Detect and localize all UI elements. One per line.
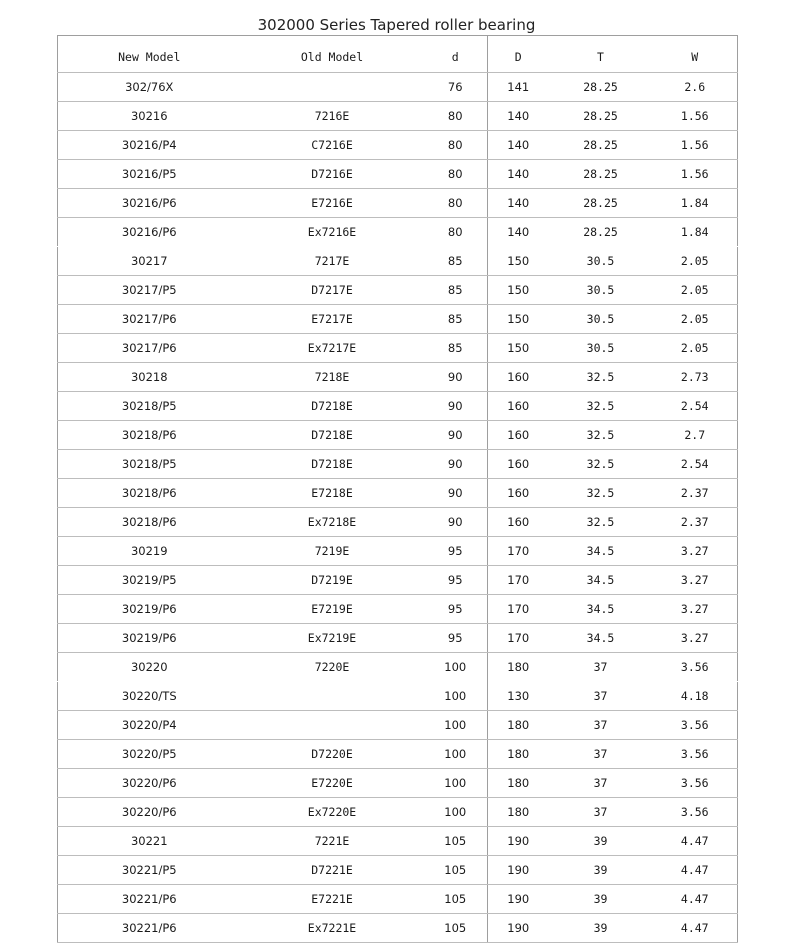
d-cell: 95 bbox=[424, 537, 488, 566]
new-model-cell: 30218/P5 bbox=[58, 392, 241, 421]
old-model-cell: E7219E bbox=[241, 595, 424, 624]
T-cell: 39 bbox=[549, 885, 653, 914]
W-cell: 1.56 bbox=[653, 102, 738, 131]
T-cell: 28.25 bbox=[583, 225, 618, 239]
table-body bbox=[58, 73, 738, 943]
table-row bbox=[58, 73, 738, 102]
T-cell: 37 bbox=[549, 769, 653, 798]
d-cell: 85 bbox=[424, 276, 488, 305]
new-model-cell: 30220/P5 bbox=[58, 740, 241, 769]
D-cell: 160 bbox=[488, 421, 549, 450]
T-cell: 30.5 bbox=[549, 305, 653, 334]
table-row bbox=[58, 421, 738, 450]
new-model-cell: 30217/P5 bbox=[58, 276, 241, 305]
table-row bbox=[58, 711, 738, 740]
T-cell: 30.5 bbox=[549, 247, 653, 276]
d-cell: 105 bbox=[424, 827, 488, 856]
d-cell: 105 bbox=[424, 885, 488, 914]
old-model-cell: 7220E bbox=[314, 660, 350, 674]
table-row bbox=[58, 508, 738, 537]
new-model-cell: 302/76X bbox=[58, 73, 241, 102]
column-header-D: D bbox=[488, 36, 549, 73]
column-header-old-model: Old Model bbox=[241, 36, 424, 73]
d-cell: 105 bbox=[424, 914, 488, 943]
table-row bbox=[58, 131, 738, 160]
D-cell: 180 bbox=[507, 660, 530, 674]
column-header-W: W bbox=[653, 36, 738, 73]
T-cell: 39 bbox=[549, 827, 653, 856]
new-model-cell: 30218/P6 bbox=[58, 421, 241, 450]
new-model-cell: 30218/P5 bbox=[58, 450, 241, 479]
W-cell: 4.47 bbox=[653, 827, 738, 856]
W-cell: 2.37 bbox=[653, 479, 738, 508]
table-row bbox=[58, 189, 738, 218]
old-model-cell: E7220E bbox=[241, 769, 424, 798]
new-model-cell: 30221/P6 bbox=[58, 885, 241, 914]
W-cell: 3.56 bbox=[653, 769, 738, 798]
D-cell: 180 bbox=[488, 798, 549, 827]
new-model-cell: 30219 bbox=[58, 537, 241, 566]
D-cell: 190 bbox=[488, 827, 549, 856]
new-model-cell: 30220 bbox=[130, 660, 168, 674]
old-model-cell: C7216E bbox=[241, 131, 424, 160]
bearing-spec-table bbox=[57, 35, 738, 943]
d-cell: 90 bbox=[424, 508, 488, 537]
D-cell: 170 bbox=[488, 537, 549, 566]
T-cell: 37 bbox=[549, 740, 653, 769]
W-cell: 3.27 bbox=[653, 595, 738, 624]
T-cell: 34.5 bbox=[549, 566, 653, 595]
old-model-cell: Ex7216E bbox=[307, 225, 357, 239]
D-cell: 150 bbox=[488, 305, 549, 334]
T-cell: 30.5 bbox=[549, 334, 653, 363]
d-cell: 100 bbox=[424, 711, 488, 740]
table-row bbox=[58, 334, 738, 363]
page-title: 302000 Series Tapered roller bearing bbox=[257, 16, 536, 34]
d-cell: 105 bbox=[424, 856, 488, 885]
W-cell: 2.54 bbox=[653, 450, 738, 479]
W-cell: 1.56 bbox=[653, 131, 738, 160]
d-cell: 100 bbox=[424, 682, 488, 711]
old-model-cell: E7216E bbox=[241, 189, 424, 218]
table-row bbox=[58, 247, 738, 276]
new-model-cell: 30217/P6 bbox=[58, 334, 241, 363]
old-model-cell: D7216E bbox=[241, 160, 424, 189]
table-row bbox=[58, 160, 738, 189]
W-cell: 3.27 bbox=[653, 537, 738, 566]
W-cell: 3.56 bbox=[653, 798, 738, 827]
new-model-cell: 30216/P6 bbox=[121, 225, 177, 239]
new-model-cell: 30221 bbox=[58, 827, 241, 856]
T-cell: 37 bbox=[593, 660, 608, 674]
old-model-cell: Ex7220E bbox=[241, 798, 424, 827]
old-model-cell: D7218E bbox=[241, 450, 424, 479]
column-header-d: d bbox=[424, 36, 488, 73]
new-model-cell: 30219/P6 bbox=[58, 595, 241, 624]
W-cell: 1.84 bbox=[653, 189, 738, 218]
D-cell: 160 bbox=[488, 363, 549, 392]
table-row bbox=[58, 566, 738, 595]
table-row bbox=[58, 537, 738, 566]
D-cell: 180 bbox=[488, 740, 549, 769]
d-cell: 80 bbox=[424, 131, 488, 160]
new-model-cell: 30218/P6 bbox=[58, 479, 241, 508]
T-cell: 37 bbox=[549, 682, 653, 711]
T-cell: 28.25 bbox=[549, 160, 653, 189]
D-cell: 180 bbox=[488, 711, 549, 740]
T-cell: 28.25 bbox=[549, 73, 653, 102]
old-model-cell: 7219E bbox=[241, 537, 424, 566]
W-cell: 4.47 bbox=[653, 885, 738, 914]
new-model-cell: 30218 bbox=[58, 363, 241, 392]
W-cell: 2.05 bbox=[653, 305, 738, 334]
table-row bbox=[58, 624, 738, 653]
D-cell: 160 bbox=[488, 508, 549, 537]
old-model-cell: D7218E bbox=[241, 392, 424, 421]
old-model-cell bbox=[241, 711, 424, 740]
T-cell: 32.5 bbox=[549, 479, 653, 508]
new-model-cell: 30216/P5 bbox=[58, 160, 241, 189]
T-cell: 32.5 bbox=[549, 450, 653, 479]
old-model-cell: E7217E bbox=[241, 305, 424, 334]
D-cell: 140 bbox=[488, 131, 549, 160]
D-cell: 170 bbox=[488, 595, 549, 624]
W-cell: 2.7 bbox=[653, 421, 738, 450]
d-cell: 80 bbox=[424, 160, 488, 189]
T-cell: 39 bbox=[549, 914, 653, 943]
D-cell: 150 bbox=[488, 247, 549, 276]
table-row bbox=[58, 276, 738, 305]
new-model-cell: 30220/P6 bbox=[58, 798, 241, 827]
D-cell: 141 bbox=[488, 73, 549, 102]
old-model-cell: D7217E bbox=[241, 276, 424, 305]
table-row bbox=[58, 798, 738, 827]
d-cell: 80 bbox=[424, 189, 488, 218]
W-cell: 4.47 bbox=[653, 856, 738, 885]
new-model-cell: 30219/P6 bbox=[58, 624, 241, 653]
table-row bbox=[58, 885, 738, 914]
W-cell: 2.05 bbox=[653, 276, 738, 305]
table-row bbox=[58, 595, 738, 624]
new-model-cell: 30218/P6 bbox=[58, 508, 241, 537]
table-row bbox=[58, 218, 738, 247]
D-cell: 160 bbox=[488, 450, 549, 479]
W-cell: 1.84 bbox=[680, 225, 709, 239]
table-row bbox=[58, 653, 738, 682]
table-row bbox=[58, 102, 738, 131]
W-cell: 3.27 bbox=[653, 624, 738, 653]
T-cell: 34.5 bbox=[549, 624, 653, 653]
D-cell: 140 bbox=[488, 102, 549, 131]
d-cell: 90 bbox=[424, 363, 488, 392]
T-cell: 37 bbox=[549, 711, 653, 740]
old-model-cell: 7217E bbox=[241, 247, 424, 276]
d-cell: 95 bbox=[424, 624, 488, 653]
W-cell: 2.05 bbox=[653, 334, 738, 363]
W-cell: 3.27 bbox=[653, 566, 738, 595]
D-cell: 170 bbox=[488, 566, 549, 595]
D-cell: 130 bbox=[488, 682, 549, 711]
d-cell: 85 bbox=[424, 247, 488, 276]
d-cell: 90 bbox=[424, 392, 488, 421]
T-cell: 32.5 bbox=[549, 363, 653, 392]
D-cell: 170 bbox=[488, 624, 549, 653]
D-cell: 190 bbox=[488, 856, 549, 885]
old-model-cell: Ex7218E bbox=[241, 508, 424, 537]
D-cell: 190 bbox=[488, 914, 549, 943]
D-cell: 180 bbox=[488, 769, 549, 798]
T-cell: 34.5 bbox=[549, 537, 653, 566]
new-model-cell: 30216 bbox=[58, 102, 241, 131]
D-cell: 150 bbox=[488, 276, 549, 305]
W-cell: 4.47 bbox=[653, 914, 738, 943]
T-cell: 32.5 bbox=[549, 392, 653, 421]
d-cell: 100 bbox=[424, 740, 488, 769]
D-cell: 190 bbox=[488, 885, 549, 914]
old-model-cell: 7218E bbox=[241, 363, 424, 392]
new-model-cell: 30221/P5 bbox=[58, 856, 241, 885]
new-model-cell: 30220/P4 bbox=[58, 711, 241, 740]
column-header-T: T bbox=[549, 36, 653, 73]
D-cell: 140 bbox=[488, 160, 549, 189]
D-cell: 140 bbox=[488, 189, 549, 218]
D-cell: 160 bbox=[488, 479, 549, 508]
new-model-cell: 30219/P5 bbox=[58, 566, 241, 595]
d-cell: 80 bbox=[424, 218, 488, 247]
old-model-cell: Ex7219E bbox=[241, 624, 424, 653]
table-row bbox=[58, 392, 738, 421]
T-cell: 32.5 bbox=[549, 421, 653, 450]
W-cell: 1.56 bbox=[653, 160, 738, 189]
d-cell: 95 bbox=[424, 595, 488, 624]
old-model-cell: 7216E bbox=[241, 102, 424, 131]
table-row bbox=[58, 479, 738, 508]
old-model-cell: D7219E bbox=[241, 566, 424, 595]
new-model-cell: 30217/P6 bbox=[58, 305, 241, 334]
T-cell: 34.5 bbox=[549, 595, 653, 624]
d-cell: 100 bbox=[424, 798, 488, 827]
table-row bbox=[58, 363, 738, 392]
table-row bbox=[58, 856, 738, 885]
new-model-cell: 30216/P4 bbox=[58, 131, 241, 160]
table-row bbox=[58, 914, 738, 943]
old-model-cell: D7221E bbox=[241, 856, 424, 885]
old-model-cell: 7221E bbox=[241, 827, 424, 856]
column-header-new-model: New Model bbox=[58, 36, 241, 73]
d-cell: 100 bbox=[424, 653, 488, 682]
new-model-cell: 30220/P6 bbox=[58, 769, 241, 798]
T-cell: 28.25 bbox=[549, 131, 653, 160]
T-cell: 28.25 bbox=[549, 102, 653, 131]
new-model-cell: 30217 bbox=[58, 247, 241, 276]
table-row bbox=[58, 827, 738, 856]
new-model-cell: 30221/P6 bbox=[58, 914, 241, 943]
d-cell: 85 bbox=[424, 334, 488, 363]
D-cell: 160 bbox=[488, 392, 549, 421]
T-cell: 32.5 bbox=[549, 508, 653, 537]
d-cell: 100 bbox=[424, 769, 488, 798]
d-cell: 80 bbox=[424, 102, 488, 131]
table-row bbox=[58, 450, 738, 479]
new-model-cell: 30220/TS bbox=[58, 682, 241, 711]
table-row bbox=[58, 682, 738, 711]
old-model-cell: E7221E bbox=[241, 885, 424, 914]
d-cell: 90 bbox=[424, 421, 488, 450]
d-cell: 76 bbox=[424, 73, 488, 102]
D-cell: 140 bbox=[507, 225, 530, 239]
table-row bbox=[58, 305, 738, 334]
W-cell: 2.54 bbox=[653, 392, 738, 421]
W-cell: 2.73 bbox=[653, 363, 738, 392]
old-model-cell: D7220E bbox=[241, 740, 424, 769]
W-cell: 3.56 bbox=[653, 740, 738, 769]
old-model-cell: Ex7217E bbox=[241, 334, 424, 363]
T-cell: 39 bbox=[549, 856, 653, 885]
table-row bbox=[58, 740, 738, 769]
W-cell: 4.18 bbox=[653, 682, 738, 711]
T-cell: 28.25 bbox=[549, 189, 653, 218]
D-cell: 150 bbox=[488, 334, 549, 363]
W-cell: 3.56 bbox=[680, 660, 709, 674]
T-cell: 30.5 bbox=[549, 276, 653, 305]
old-model-cell: Ex7221E bbox=[241, 914, 424, 943]
new-model-cell: 30216/P6 bbox=[58, 189, 241, 218]
old-model-cell: E7218E bbox=[241, 479, 424, 508]
d-cell: 90 bbox=[424, 450, 488, 479]
W-cell: 3.56 bbox=[653, 711, 738, 740]
W-cell: 2.05 bbox=[653, 247, 738, 276]
old-model-cell bbox=[241, 682, 424, 711]
T-cell: 37 bbox=[549, 798, 653, 827]
W-cell: 2.37 bbox=[653, 508, 738, 537]
table-header-row bbox=[58, 36, 738, 73]
table-row bbox=[58, 769, 738, 798]
old-model-cell bbox=[241, 73, 424, 102]
d-cell: 85 bbox=[424, 305, 488, 334]
d-cell: 90 bbox=[424, 479, 488, 508]
W-cell: 2.6 bbox=[653, 73, 738, 102]
d-cell: 95 bbox=[424, 566, 488, 595]
old-model-cell: D7218E bbox=[241, 421, 424, 450]
